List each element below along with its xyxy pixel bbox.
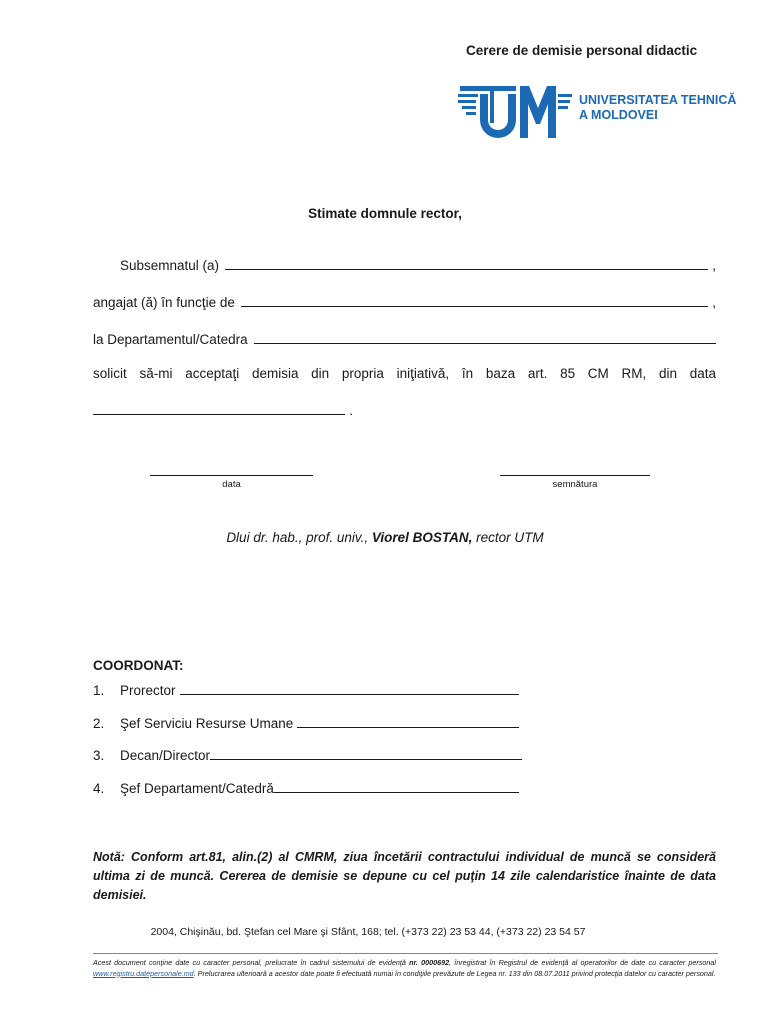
registry-link[interactable]: www.registru.datepersonale.md (93, 968, 194, 978)
coordination-item-hr (93, 716, 523, 731)
resignation-date-field[interactable] (93, 413, 345, 415)
signature-line[interactable] (500, 474, 650, 476)
coordination-title: COORDONAT: (93, 658, 184, 673)
university-name (579, 93, 736, 123)
university-name-line2: A MOLDOVEI (579, 108, 658, 122)
position-field[interactable] (241, 305, 708, 307)
department-label: la Departamentul/Catedra (93, 332, 248, 347)
privacy-notice (93, 958, 716, 979)
name-line-end: , (712, 258, 716, 273)
privacy-text-2: , înregistrat în Registrul de evidenţă al operatorilor de date cu caracter personal (449, 958, 716, 967)
item-number: 4. (93, 781, 105, 796)
addressee (0, 530, 770, 545)
position-label: angajat (ă) în funcţie de (93, 295, 235, 310)
item-number: 2. (93, 716, 105, 731)
item-label: Decan/Director (120, 748, 211, 763)
date-line-end: . (349, 403, 353, 418)
position-line (93, 295, 716, 310)
university-address: 2004, Chişinău, bd. Ştefan cel Mare şi Sfânt, 168; tel. (+373 22) 23 53 44, (+373 22) 23 54 57 (150, 926, 586, 938)
name-line (120, 258, 716, 273)
item-label: Şef Departament/Catedră (120, 781, 274, 796)
signature-label: semnătura (552, 479, 598, 490)
coordination-item-prorector (93, 683, 523, 698)
name-field[interactable] (225, 268, 708, 270)
document-type-title: Cerere de demisie personal didactic (466, 43, 698, 58)
addressee-prefix: Dlui dr. hab., prof. univ., (226, 530, 372, 545)
date-signature-line[interactable] (150, 474, 313, 476)
department-head-signature-field[interactable] (274, 791, 519, 793)
item-label: Şef Serviciu Resurse Umane (120, 716, 294, 731)
name-label: Subsemnatul (a) (120, 258, 220, 273)
date-line (93, 403, 353, 418)
coordination-item-department-head (93, 781, 523, 796)
privacy-text-1: Acest document conţine date cu caracter personal, prelucrate în cadrul sistemului de evidenţă (93, 958, 410, 967)
request-text: solicit să-mi acceptaţi demisia din propria iniţiativă, în baza art. 85 CM RM, din data (93, 366, 716, 381)
item-number: 1. (93, 683, 105, 698)
salutation: Stimate domnule rector, (308, 206, 462, 221)
coordination-item-dean (93, 748, 526, 763)
department-field[interactable] (254, 342, 716, 344)
dean-signature-field[interactable] (210, 758, 522, 760)
privacy-text-3: . Prelucrarea ulterioară a acestor date poate fi efectuată numai în condiţiile prevăzute de Legea nr. 133 din 08.07.2011 privind protecţia datelor cu caracter personal. (193, 968, 716, 978)
hr-signature-field[interactable] (297, 726, 519, 728)
item-number: 3. (93, 748, 105, 763)
privacy-registry-number: nr. 0000692 (409, 958, 450, 967)
footer-divider (93, 953, 718, 954)
university-name-line1: UNIVERSITATEA TEHNICĂ (579, 93, 737, 107)
legal-note: Notă: Conform art.81, alin.(2) al CMRM, ziua încetării contractului individual de muncă se consideră ultima zi de muncă. Cererea de demisie se depune cu cel puţin 14 zile calendaristice înainte de data demisiei. (93, 850, 716, 902)
addressee-suffix: rector UTM (472, 530, 544, 545)
prorector-signature-field[interactable] (180, 693, 519, 695)
date-label: data (222, 479, 241, 490)
item-label: Prorector (120, 683, 176, 698)
position-line-end: , (712, 295, 716, 310)
addressee-name: Viorel BOSTAN, (371, 530, 473, 545)
department-line (93, 332, 716, 347)
